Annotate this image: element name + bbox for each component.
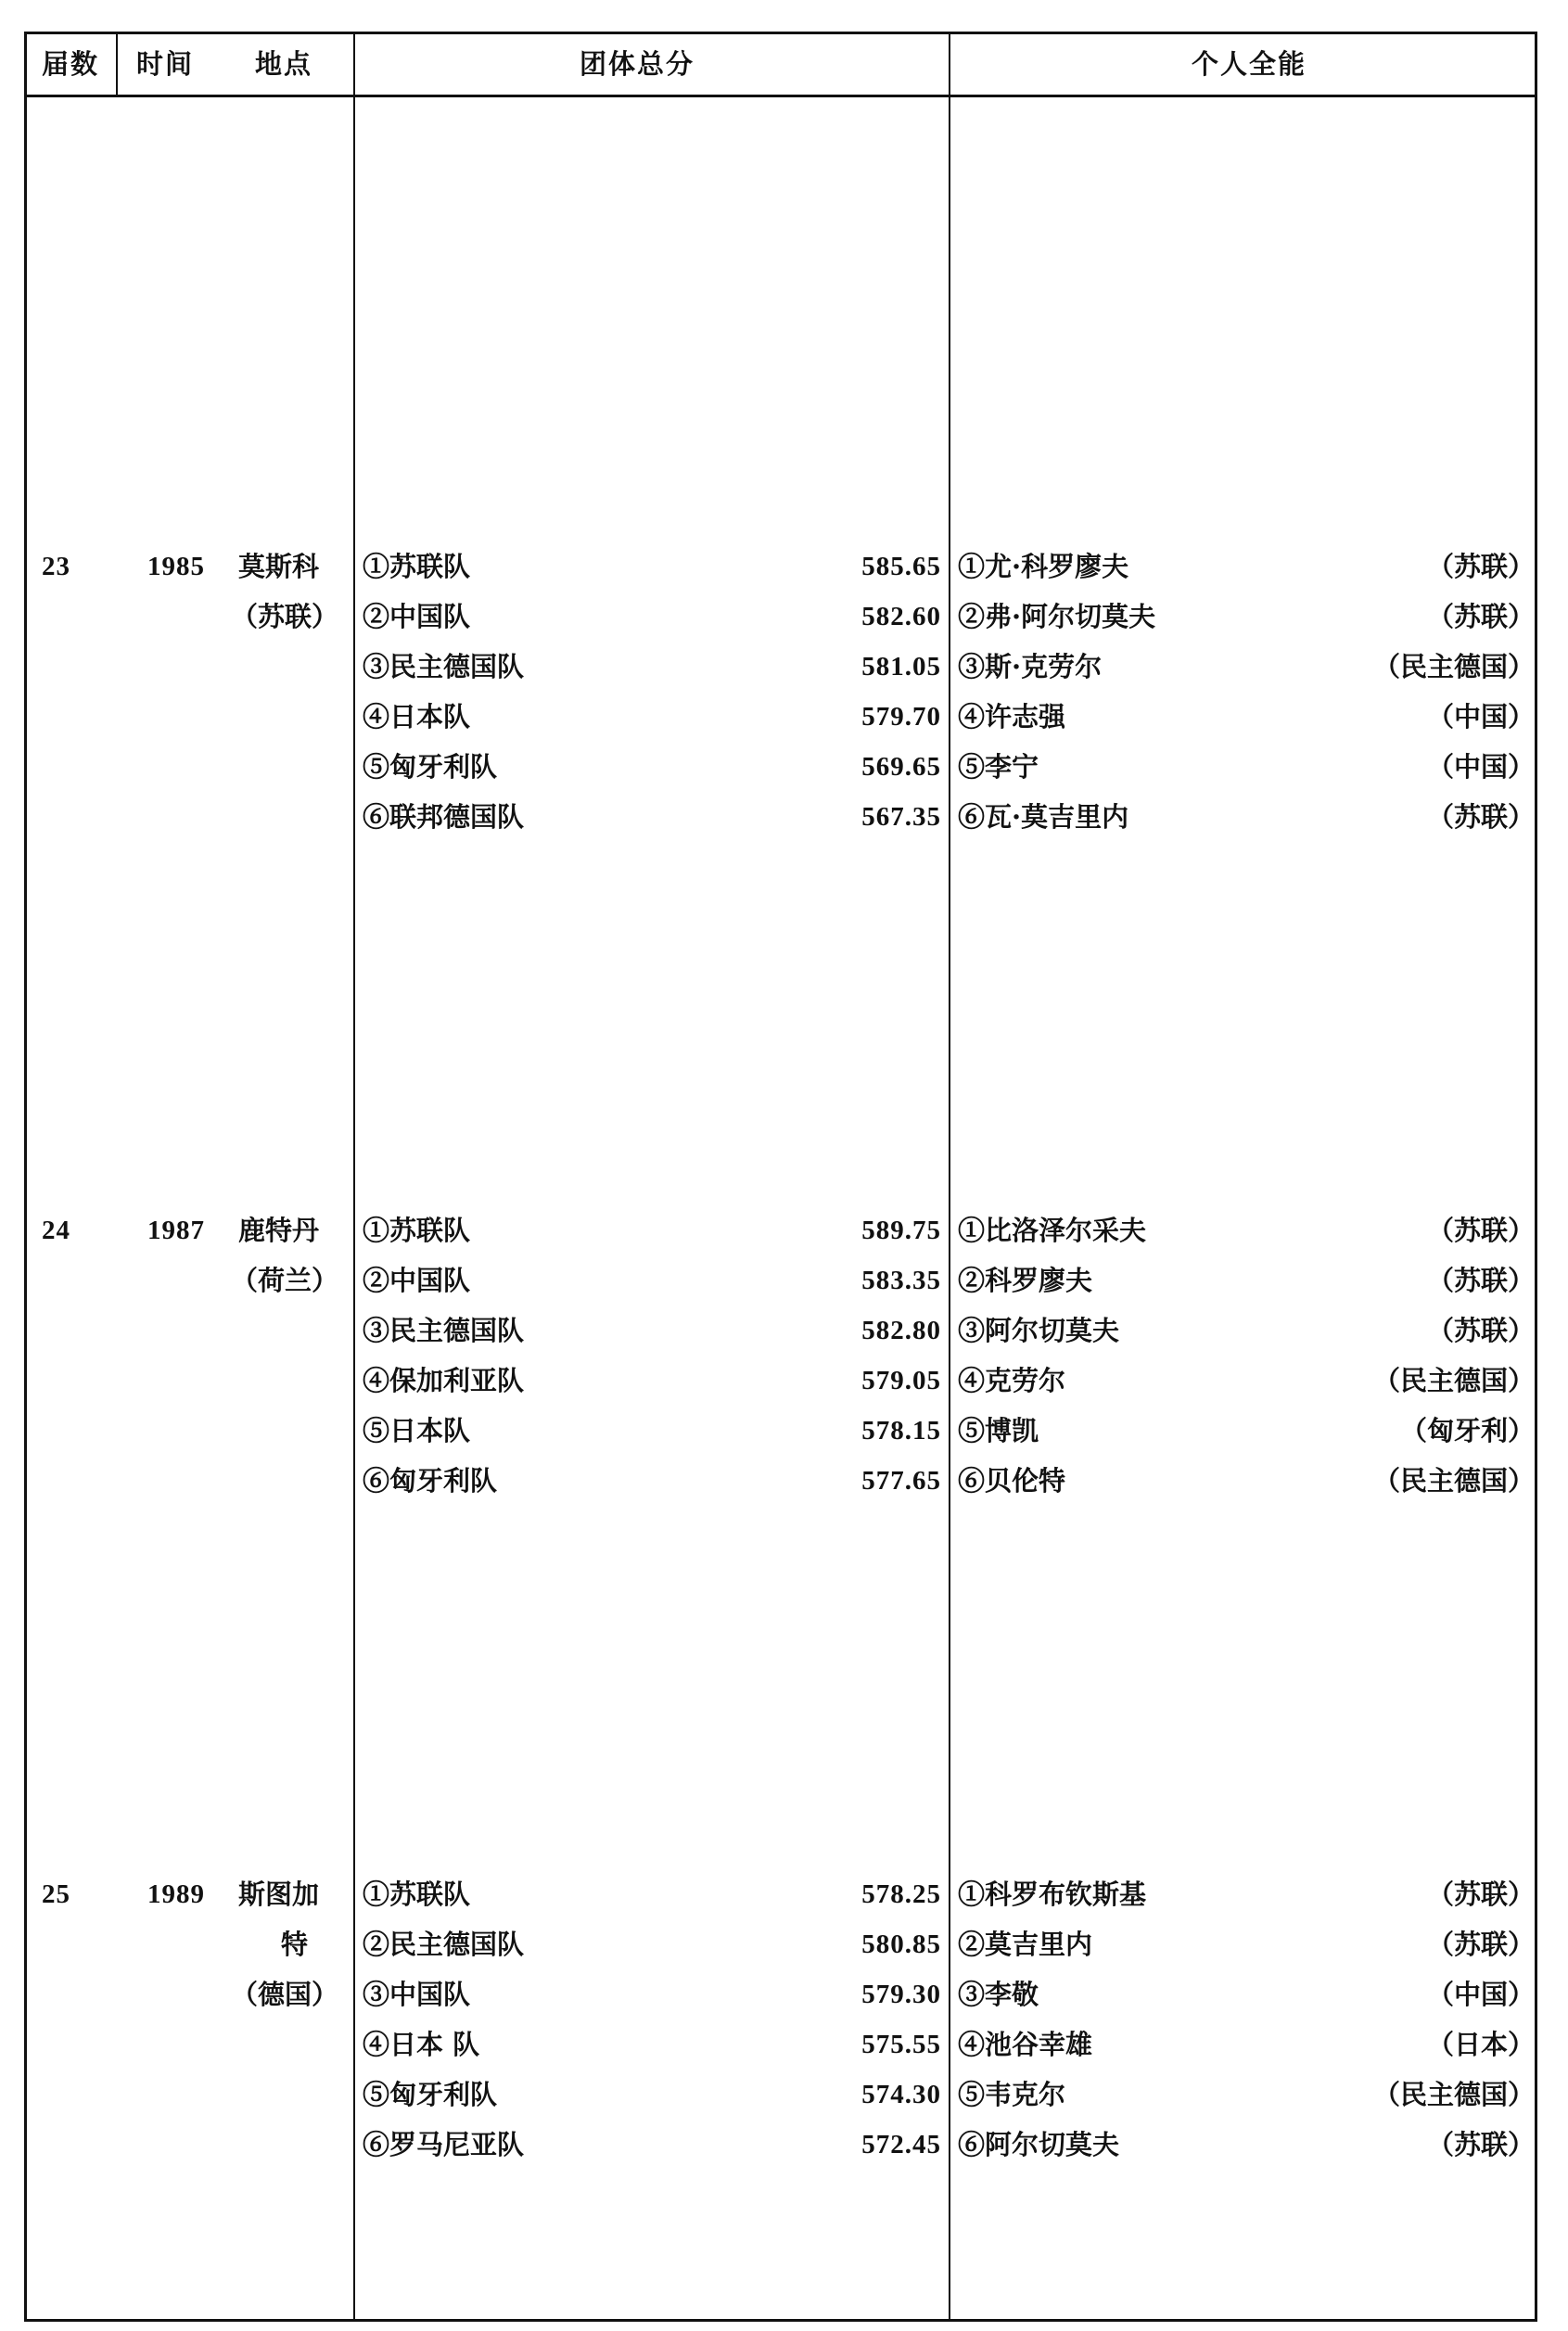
- session-country: （苏联）: [231, 601, 339, 632]
- athlete-country: （民主德国）: [1372, 1465, 1535, 1497]
- athlete-country: （中国）: [1426, 701, 1535, 732]
- athlete-name: ③李敬: [958, 1979, 1039, 2010]
- session-number: 25: [42, 1879, 70, 1909]
- header-team-total: 团体总分: [580, 48, 695, 80]
- athlete-name: ②莫吉里内: [958, 1929, 1093, 1960]
- athlete-country: （中国）: [1426, 1979, 1535, 2010]
- athlete-country: （苏联）: [1426, 1315, 1535, 1346]
- session-country: （荷兰）: [231, 1265, 339, 1296]
- athlete-name: ①科罗布钦斯基: [958, 1879, 1147, 1910]
- session-city: 斯图加: [238, 1879, 320, 1910]
- session-number: 23: [42, 552, 70, 581]
- athlete-name: ⑥贝伦特: [958, 1465, 1066, 1497]
- team-score: 567.35: [861, 802, 941, 832]
- athlete-country: （匈牙利）: [1399, 1415, 1535, 1446]
- column-divider-individual: [949, 34, 950, 2319]
- team-name: ①苏联队: [363, 551, 471, 582]
- session-city: 鹿特丹: [238, 1215, 320, 1246]
- header-session: 届数: [42, 48, 100, 80]
- athlete-country: （苏联）: [1426, 1929, 1535, 1960]
- athlete-name: ①尤·科罗廖夫: [958, 551, 1129, 582]
- team-name: ⑤日本队: [363, 1415, 471, 1446]
- table-header: [27, 34, 1535, 97]
- athlete-country: （苏联）: [1426, 1265, 1535, 1296]
- team-name: ⑥匈牙利队: [363, 1465, 498, 1497]
- athlete-country: （民主德国）: [1372, 1365, 1535, 1396]
- athlete-country: （日本）: [1426, 2029, 1535, 2060]
- team-score: 581.05: [861, 652, 941, 681]
- team-score: 579.30: [861, 1980, 941, 2009]
- athlete-name: ⑤李宁: [958, 751, 1039, 783]
- team-name: ③民主德国队: [363, 651, 525, 682]
- team-score: 589.75: [861, 1216, 941, 1245]
- team-name: ③中国队: [363, 1979, 471, 2010]
- team-score: 577.65: [861, 1466, 941, 1496]
- team-name: ④日本 队: [363, 2029, 480, 2060]
- athlete-country: （苏联）: [1426, 1215, 1535, 1246]
- athlete-name: ③斯·克劳尔: [958, 651, 1103, 682]
- team-name: ①苏联队: [363, 1879, 471, 1910]
- team-score: 579.70: [861, 702, 941, 732]
- team-name: ②民主德国队: [363, 1929, 525, 1960]
- team-name: ②中国队: [363, 1265, 471, 1296]
- results-table: [24, 32, 1537, 2322]
- team-score: 578.25: [861, 1879, 941, 1909]
- athlete-country: （苏联）: [1426, 601, 1535, 632]
- team-name: ⑤匈牙利队: [363, 2079, 498, 2110]
- header-place: 地点: [255, 48, 313, 80]
- team-score: 582.60: [861, 602, 941, 631]
- team-score: 572.45: [861, 2130, 941, 2159]
- session-city: 莫斯科: [238, 551, 320, 582]
- athlete-name: ③阿尔切莫夫: [958, 1315, 1120, 1346]
- session-year: 1987: [147, 1216, 205, 1245]
- team-name: ②中国队: [363, 601, 471, 632]
- athlete-country: （苏联）: [1426, 801, 1535, 833]
- athlete-name: ④池谷幸雄: [958, 2029, 1093, 2060]
- team-name: ⑥联邦德国队: [363, 801, 525, 833]
- athlete-name: ②弗·阿尔切莫夫: [958, 601, 1156, 632]
- athlete-name: ①比洛泽尔采夫: [958, 1215, 1147, 1246]
- athlete-country: （民主德国）: [1372, 651, 1535, 682]
- athlete-name: ④许志强: [958, 701, 1066, 732]
- athlete-country: （苏联）: [1426, 1879, 1535, 1910]
- session-year: 1989: [147, 1879, 205, 1909]
- team-name: ④保加利亚队: [363, 1365, 525, 1396]
- team-name: ④日本队: [363, 701, 471, 732]
- session-year: 1985: [147, 552, 205, 581]
- athlete-country: （民主德国）: [1372, 2079, 1535, 2110]
- team-name: ⑤匈牙利队: [363, 751, 498, 783]
- athlete-country: （中国）: [1426, 751, 1535, 783]
- athlete-country: （苏联）: [1426, 2129, 1535, 2160]
- athlete-name: ⑤韦克尔: [958, 2079, 1066, 2110]
- athlete-name: ⑥阿尔切莫夫: [958, 2129, 1120, 2160]
- session-country: （德国）: [231, 1979, 339, 2010]
- team-score: 585.65: [861, 552, 941, 581]
- athlete-name: ②科罗廖夫: [958, 1265, 1093, 1296]
- team-score: 583.35: [861, 1266, 941, 1295]
- team-score: 569.65: [861, 752, 941, 782]
- team-score: 579.05: [861, 1366, 941, 1395]
- team-score: 575.55: [861, 2030, 941, 2059]
- session-city-continued: 特: [281, 1929, 309, 1960]
- team-score: 578.15: [861, 1416, 941, 1446]
- team-name: ①苏联队: [363, 1215, 471, 1246]
- team-score: 580.85: [861, 1930, 941, 1959]
- athlete-name: ⑤博凯: [958, 1415, 1039, 1446]
- athlete-name: ④克劳尔: [958, 1365, 1066, 1396]
- team-name: ③民主德国队: [363, 1315, 525, 1346]
- session-number: 24: [42, 1216, 70, 1245]
- column-divider-team: [353, 34, 355, 2319]
- team-score: 582.80: [861, 1316, 941, 1345]
- team-score: 574.30: [861, 2080, 941, 2109]
- team-name: ⑥罗马尼亚队: [363, 2129, 525, 2160]
- athlete-name: ⑥瓦·莫吉里内: [958, 801, 1129, 833]
- header-time: 时间: [136, 48, 195, 80]
- athlete-country: （苏联）: [1426, 551, 1535, 582]
- header-all-around: 个人全能: [1192, 48, 1307, 80]
